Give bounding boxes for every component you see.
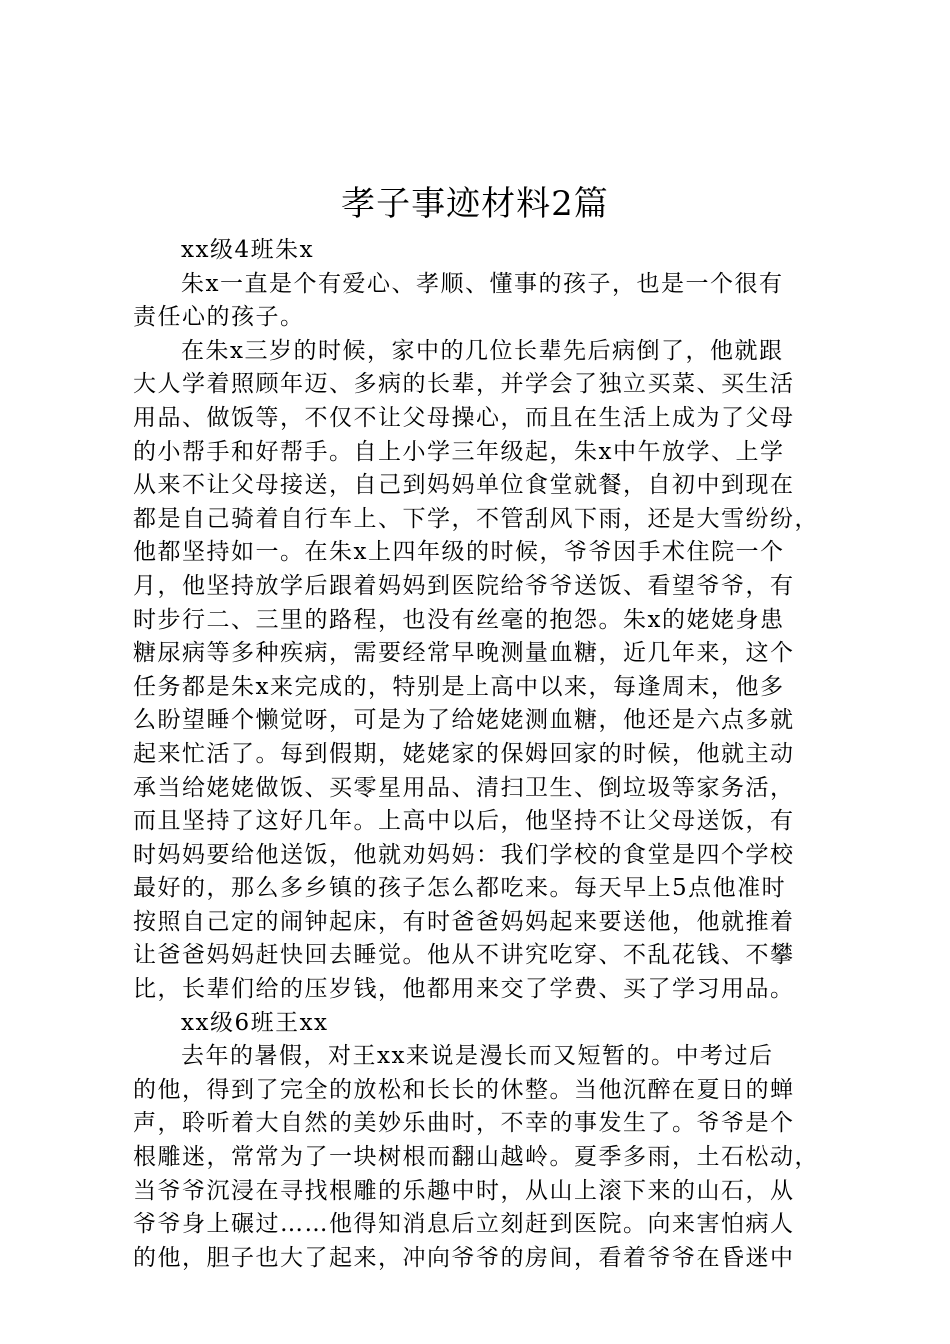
paragraph-line: 起来忙活了。每到假期，姥姥家的保姆回家的时候，他就主动 <box>133 740 795 767</box>
paragraph-line: 时步行二、三里的路程，也没有丝毫的抱怨。朱x的姥姥身患 <box>133 606 785 633</box>
paragraph-line: 的他，得到了完全的放松和长长的休整。当他沉醉在夏日的蝉 <box>133 1076 795 1103</box>
paragraph-line: 的小帮手和好帮手。自上小学三年级起，朱x中午放学、上学 <box>133 438 785 465</box>
section-2 <box>133 1007 833 1276</box>
paragraph-line: 朱x一直是个有爱心、孝顺、懂事的孩子，也是一个很有 <box>181 270 784 297</box>
paragraph-line: 承当给姥姥做饭、买零星用品、清扫卫生、倒垃圾等家务活， <box>133 774 795 801</box>
paragraph-line: 他都坚持如一。在朱x上四年级的时候，爷爷因手术住院一个 <box>133 539 785 566</box>
document-body <box>133 234 833 1275</box>
paragraph <box>133 268 833 335</box>
paragraph-line: 大人学着照顾年迈、多病的长辈，并学会了独立买菜、买生活 <box>133 371 795 398</box>
paragraph-line: 糖尿病等多种疾病，需要经常早晚测量血糖，近几年来，这个 <box>133 640 795 667</box>
paragraph-line: 比，长辈们给的压岁钱，他都用来交了学费、买了学习用品。 <box>133 976 795 1003</box>
paragraph <box>133 335 833 1007</box>
paragraph <box>133 1040 833 1275</box>
paragraph-line: 而且坚持了这好几年。上高中以后，他坚持不让父母送饭，有 <box>133 808 795 835</box>
paragraph-line: 责任心的孩子。 <box>133 304 305 331</box>
paragraph-line: 最好的，那么多乡镇的孩子怎么都吃来。每天早上5点他准时 <box>133 875 787 902</box>
paragraph-line: 让爸爸妈妈赶快回去睡觉。他从不讲究吃穿、不乱花钱、不攀 <box>133 942 795 969</box>
paragraph-line: 用品、做饭等，不仅不让父母操心，而且在生活上成为了父母 <box>133 404 795 431</box>
paragraph-line: 么盼望睡个懒觉呀，可是为了给姥姥测血糖，他还是六点多就 <box>133 707 795 734</box>
section-heading: xx级4班朱x <box>181 237 315 263</box>
paragraph-line: 按照自己定的闹钟起床，有时爸爸妈妈起来要送他，他就推着 <box>133 908 795 935</box>
document-title: 孝子事迹材料2篇 <box>341 184 609 224</box>
paragraph-line: 根雕迷，常常为了一块树根而翻山越岭。夏季多雨，土石松动， <box>133 1144 819 1171</box>
section-heading: xx级6班王xx <box>181 1009 329 1036</box>
paragraph-line: 都是自己骑着自行车上、下学，不管刮风下雨，还是大雪纷纷， <box>133 505 819 532</box>
paragraph-line: 任务都是朱x来完成的，特别是上高中以来，每逢周末，他多 <box>133 673 785 700</box>
paragraph-line: 在朱x三岁的时候，家中的几位长辈先后病倒了，他就跟 <box>181 337 784 364</box>
paragraph-line: 的他，胆子也大了起来，冲向爷爷的房间，看着爷爷在昏迷中 <box>133 1244 795 1271</box>
paragraph-line: 当爷爷沉浸在寻找根雕的乐趣中时，从山上滚下来的山石，从 <box>133 1177 795 1204</box>
paragraph-line: 声，聆听着大自然的美妙乐曲时，不幸的事发生了。爷爷是个 <box>133 1110 795 1137</box>
paragraph-line: 时妈妈要给他送饭，他就劝妈妈：我们学校的食堂是四个学校 <box>133 841 795 868</box>
paragraph-line: 爷爷身上碾过……他得知消息后立刻赶到医院。向来害怕病人 <box>133 1211 795 1238</box>
paragraph-line: 从来不让父母接送，自己到妈妈单位食堂就餐，自初中到现在 <box>133 472 795 499</box>
paragraph-line: 去年的暑假，对王xx来说是漫长而又短暂的。中考过后 <box>181 1043 774 1070</box>
section-1 <box>133 234 833 1007</box>
paragraph-line: 月，他坚持放学后跟着妈妈到医院给爷爷送饭、看望爷爷，有 <box>133 572 795 599</box>
